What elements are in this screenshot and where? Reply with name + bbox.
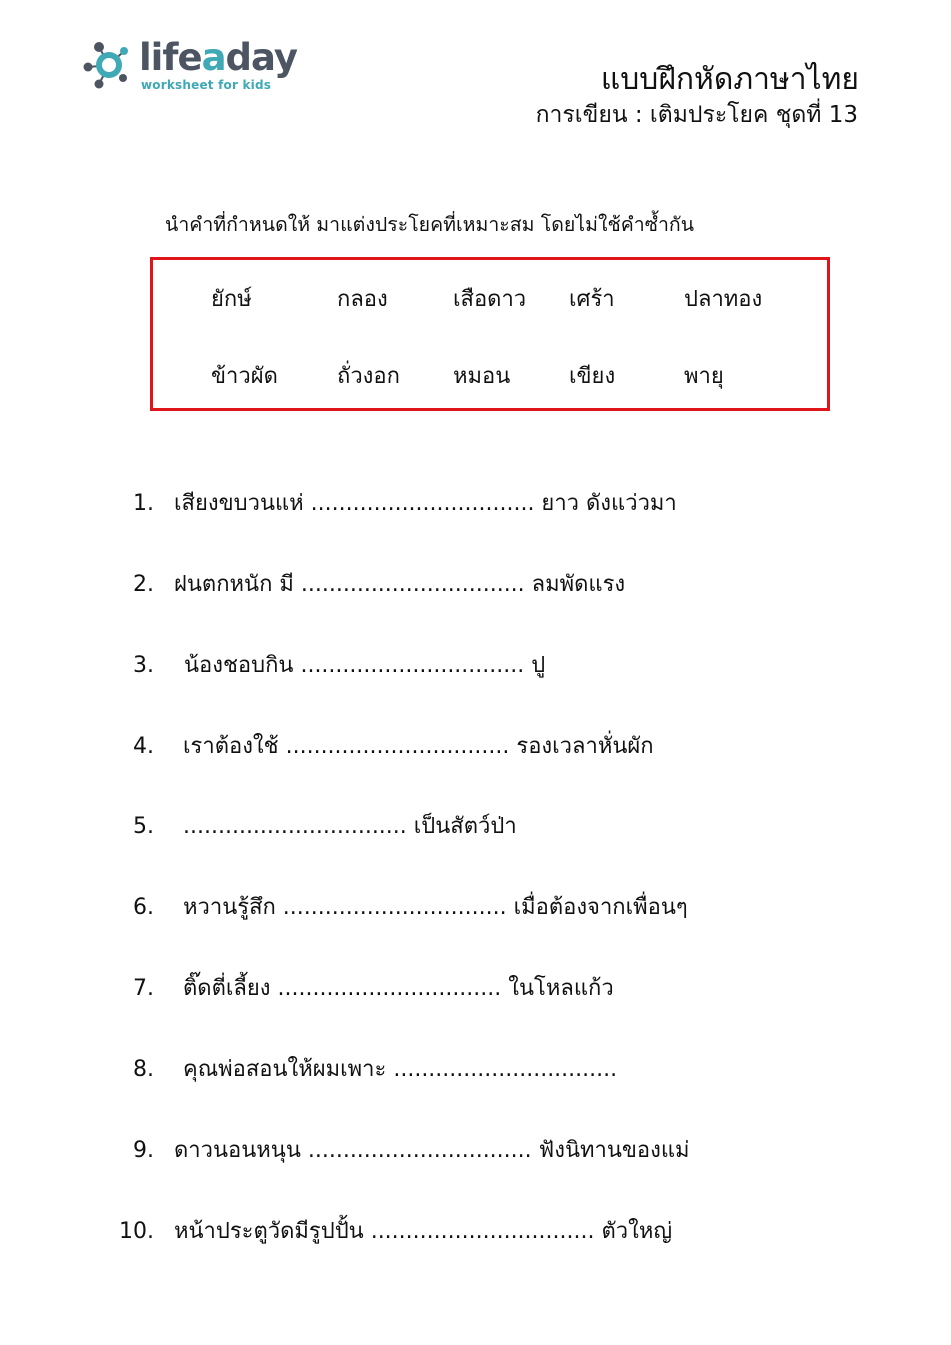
word-bank-word: ยักษ์ xyxy=(211,287,252,312)
word-bank-word: เขียง xyxy=(569,364,616,389)
worksheet-subtitle: การเขียน : เติมประโยค ชุดที่ 13 xyxy=(535,102,858,128)
question-item xyxy=(0,730,951,764)
question-text: หน้าประตูวัดมีรูปปั้น ................................ ตัวใหญ่ xyxy=(174,1219,673,1244)
question-item xyxy=(0,972,951,1006)
question-number: 4. xyxy=(133,734,154,759)
question-number: 8. xyxy=(133,1057,154,1082)
logo-wordmark-part2: day xyxy=(225,36,297,79)
instruction-text: นำคำที่กำหนดให้ มาแต่งประโยคที่เหมาะสม โดยไม่ใช้คำซ้ำกัน xyxy=(165,213,695,236)
logo-wordmark-accent: a xyxy=(201,36,226,79)
worksheet-title: แบบฝึกหัดภาษาไทย xyxy=(600,62,859,97)
question-text: คุณพ่อสอนให้ผมเพาะ ................................ xyxy=(183,1057,618,1082)
logo-wordmark-part1: life xyxy=(139,36,202,79)
molecule-logo-icon xyxy=(83,38,135,90)
question-item xyxy=(0,487,951,521)
lifeaday-logo xyxy=(83,36,297,96)
word-bank-box xyxy=(150,257,830,411)
word-bank-word: ข้าวผัด xyxy=(211,364,278,389)
question-number: 6. xyxy=(133,895,154,920)
question-number: 5. xyxy=(133,814,154,839)
question-number: 9. xyxy=(133,1138,154,1163)
word-bank-word: ถั่วงอก xyxy=(337,364,400,389)
question-item xyxy=(0,891,951,925)
logo-tagline: worksheet for kids xyxy=(141,78,272,92)
question-item xyxy=(0,1134,951,1168)
question-item xyxy=(0,1053,951,1087)
word-bank-word: พายุ xyxy=(684,364,724,389)
question-item xyxy=(0,649,951,683)
question-number: 10. xyxy=(119,1219,154,1244)
word-bank-word: เสือดาว xyxy=(453,287,527,312)
question-item xyxy=(0,810,951,844)
question-item xyxy=(0,568,951,602)
question-text: ................................ เป็นสัตว์ป่า xyxy=(183,814,517,839)
question-text: หวานรู้สึก ................................ เมื่อต้องจากเพื่อนๆ xyxy=(183,895,688,920)
question-number: 2. xyxy=(133,572,154,597)
question-text: ดาวนอนหนุน ................................ ฟังนิทานของแม่ xyxy=(174,1138,690,1163)
word-bank-word: เศร้า xyxy=(569,287,615,312)
question-text: เราต้องใช้ ................................ รองเวลาหั่นผัก xyxy=(183,734,654,759)
question-number: 1. xyxy=(133,491,154,516)
question-text: น้องชอบกิน ................................ ปู xyxy=(184,653,546,678)
question-text: ติ๊ดตี่เลี้ยง ................................ ในโหลแก้ว xyxy=(183,976,614,1001)
word-bank-word: หมอน xyxy=(453,364,511,389)
question-number: 3. xyxy=(133,653,154,678)
question-text: ฝนตกหนัก มี ................................ ลมพัดแรง xyxy=(174,572,626,597)
logo-wordmark xyxy=(139,38,297,78)
question-number: 7. xyxy=(133,976,154,1001)
question-text: เสียงขบวนแห่ ................................ ยาว ดังแว่วมา xyxy=(174,491,677,516)
question-item xyxy=(0,1215,951,1249)
word-bank-word: กลอง xyxy=(337,287,388,312)
word-bank-word: ปลาทอง xyxy=(684,287,763,312)
